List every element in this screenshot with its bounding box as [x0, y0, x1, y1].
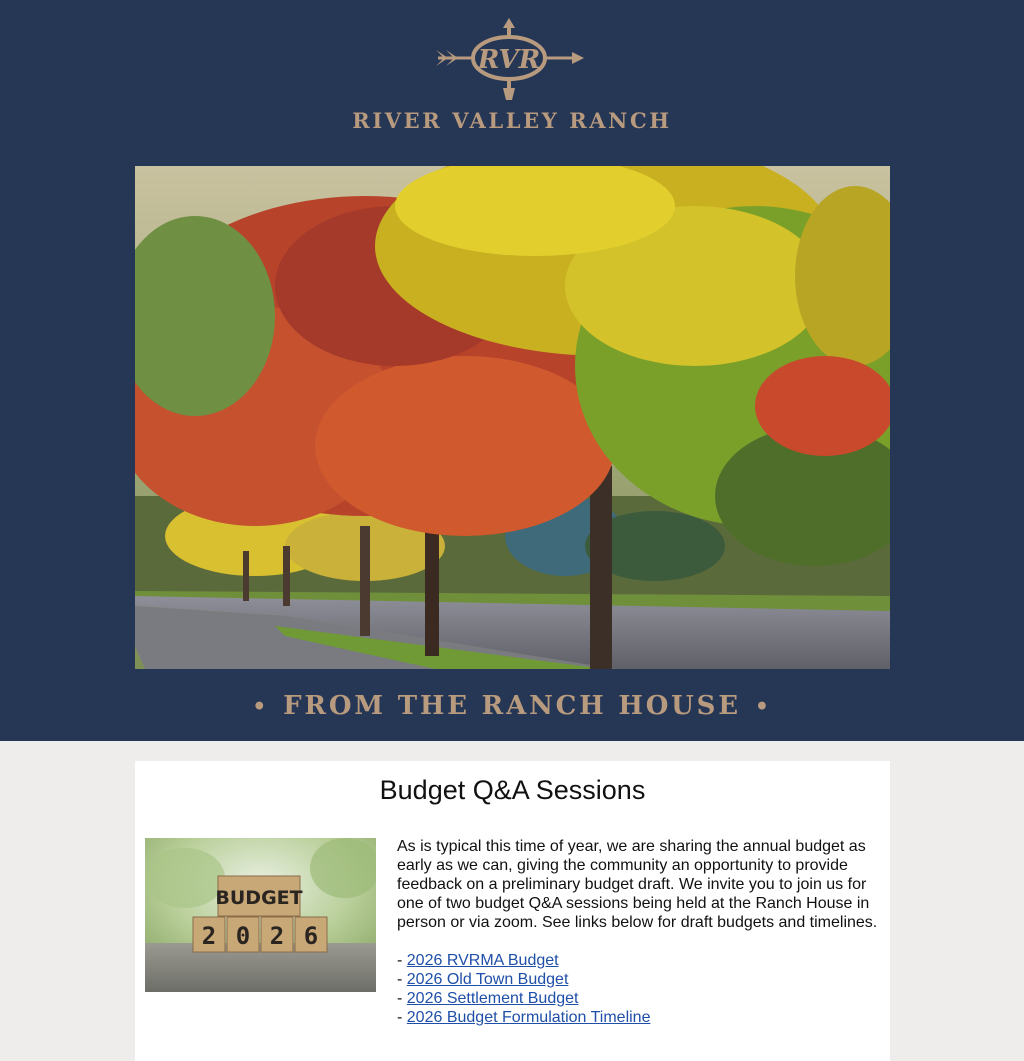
ranch-logo [432, 18, 586, 104]
budget-digit-4: 6 [303, 922, 319, 950]
budget-digit-2: 0 [235, 922, 251, 950]
budget-2026-image [145, 838, 376, 992]
old-town-budget-link[interactable]: 2026 Old Town Budget [406, 971, 569, 988]
link-item [397, 970, 879, 989]
link-prefix: - [397, 1009, 407, 1026]
article-title: Budget Q&A Sessions [379, 775, 646, 805]
banner-dot-left: • [252, 694, 270, 720]
link-prefix: - [397, 952, 407, 969]
settlement-budget-link[interactable]: 2026 Settlement Budget [406, 990, 579, 1007]
banner-dot-right: • [754, 694, 772, 720]
budget-timeline-link[interactable]: 2026 Budget Formulation Timeline [406, 1009, 651, 1026]
section-banner [0, 686, 1024, 727]
budget-digit-3: 2 [269, 922, 285, 950]
link-prefix: - [397, 971, 407, 988]
article-body [397, 837, 879, 1027]
article-paragraph: As is typical this time of year, we are sharing the annual budget as early as we can, giving the community an opportunity to provide feedback on a preliminary budget draft. We invite you to join us for one of two budget Q&A sessions being held at the Ranch House in person or via zoom. See links below for draft budgets and timelines. [397, 838, 878, 931]
brand-name: RIVER VALLEY RANCH [352, 108, 672, 133]
arrow-monogram-icon [432, 18, 586, 104]
section-banner-text: FROM THE RANCH HOUSE [283, 691, 741, 721]
link-prefix: - [397, 990, 407, 1007]
logo-monogram-text: RVR [477, 45, 541, 75]
link-item [397, 951, 879, 970]
article-card [135, 761, 890, 1061]
rvrma-budget-link[interactable]: 2026 RVRMA Budget [406, 952, 559, 969]
link-item [397, 1008, 879, 1027]
autumn-trees-hero-image [135, 166, 890, 669]
budget-digit-1: 2 [201, 922, 217, 950]
link-item [397, 989, 879, 1008]
budget-block-text: BUDGET [215, 887, 303, 909]
budget-links-list [397, 951, 879, 1027]
